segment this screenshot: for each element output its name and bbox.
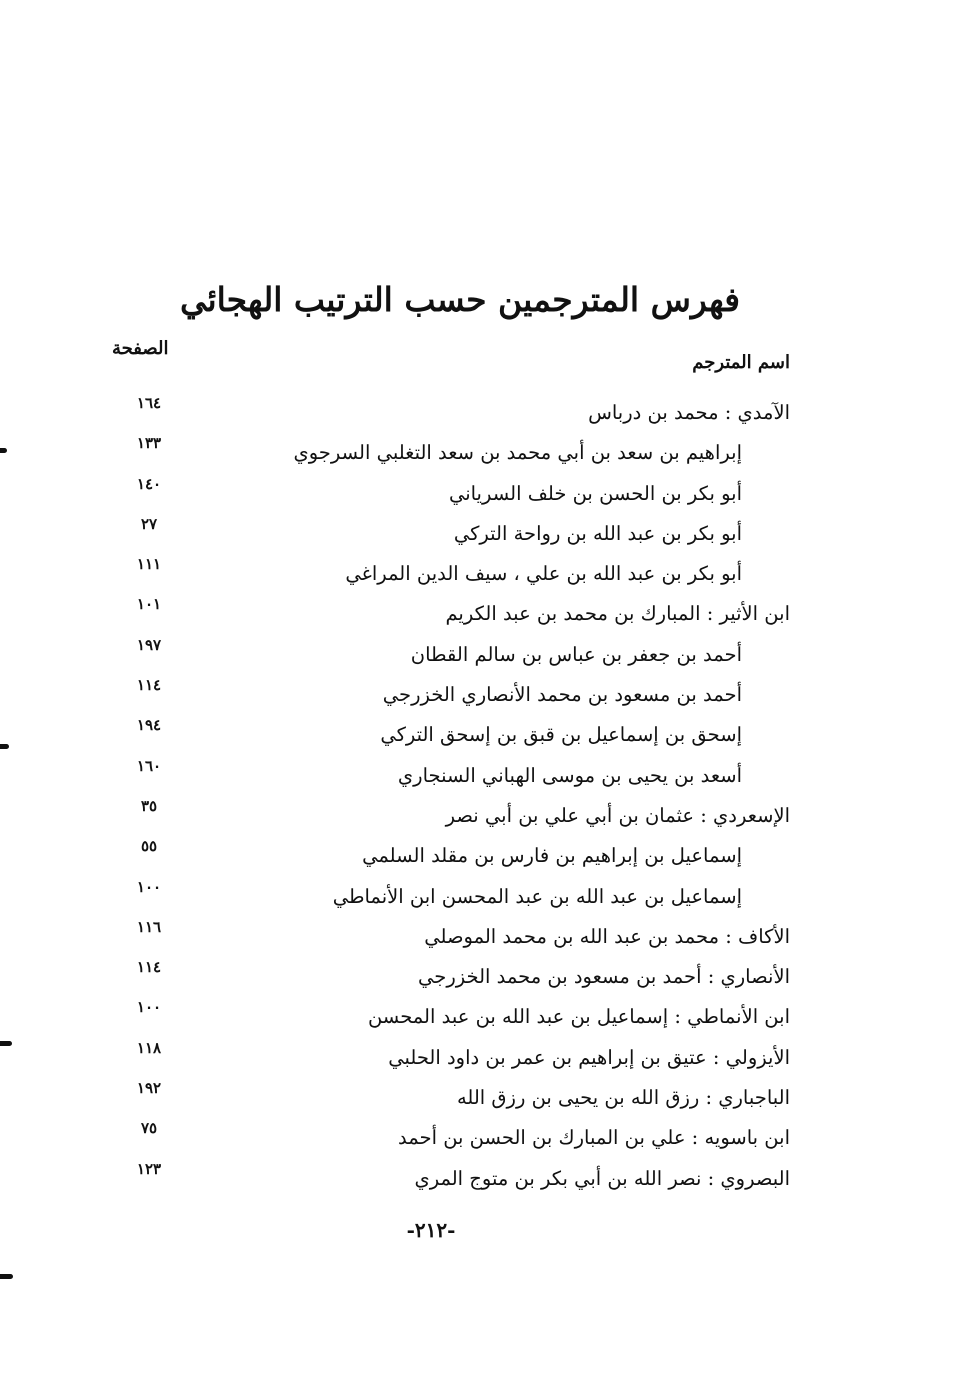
entry-name: الباجباري : رزق الله بن يحيى بن رزق الله bbox=[456, 1086, 790, 1110]
entry-name: ابن باسويه : علي بن المبارك بن الحسن بن أحمد bbox=[398, 1126, 790, 1150]
index-entry bbox=[100, 594, 790, 634]
entry-name: الآمدي : محمد بن درباس bbox=[588, 401, 790, 424]
entry-page-number: ١٩٤ bbox=[136, 716, 162, 735]
index-entry bbox=[100, 715, 790, 755]
entry-name: أحمد بن جعفر بن عباس بن سالم القطان bbox=[410, 642, 742, 666]
entry-name: إسحق بن إسماعيل بن قبق بن إسحق التركي bbox=[380, 723, 742, 747]
entry-page-number: ١٠٠ bbox=[136, 998, 162, 1017]
entry-name: أبو بكر بن عبد الله بن رواحة التركي bbox=[453, 521, 742, 545]
scan-edge-mark bbox=[0, 1274, 13, 1279]
entry-name: الأكاف : محمد بن عبد الله بن محمد الموصلي bbox=[424, 924, 790, 948]
entry-name: أسعد بن يحيى بن موسى الهباني السنجاري bbox=[397, 763, 742, 787]
scan-edge-mark bbox=[0, 1041, 12, 1046]
entry-page-number: ١٦٤ bbox=[136, 394, 162, 412]
entry-page-number: ٣٥ bbox=[140, 796, 158, 815]
index-entry bbox=[100, 675, 790, 715]
index-entry bbox=[100, 1078, 790, 1118]
entry-name: ابن الأنماطي : إسماعيل بن عبد الله بن عبد المحسن bbox=[367, 1005, 790, 1029]
index-entries-list bbox=[100, 393, 790, 1199]
entry-page-number: ١١٨ bbox=[136, 1038, 162, 1057]
entry-page-number: ١١٤ bbox=[136, 676, 162, 695]
index-entry bbox=[100, 433, 790, 473]
entry-page-number: ١٠١ bbox=[136, 595, 162, 614]
entry-page-number: ١٦٠ bbox=[136, 756, 162, 775]
index-entry bbox=[100, 1118, 790, 1158]
index-entry bbox=[100, 756, 790, 796]
entry-name: إبراهيم بن سعد بن أبي محمد بن سعد التغلبي السرجوي bbox=[293, 441, 742, 465]
scan-edge-mark bbox=[0, 448, 7, 453]
entry-page-number: ١١٤ bbox=[136, 958, 162, 977]
entry-name: الأنصاري : أحمد بن مسعود بن محمد الخزرجي bbox=[418, 965, 790, 989]
entry-name: أبو بكر بن الحسن بن خلف السرياني bbox=[448, 481, 742, 505]
translated-name-column-header: اسم المترجم bbox=[692, 352, 790, 373]
entry-name: الأيزولي : عتيق بن إبراهيم بن عمر بن داود الحلبي bbox=[388, 1045, 790, 1069]
index-entry bbox=[100, 1159, 790, 1199]
entry-name: أحمد بن مسعود بن محمد الأنصاري الخزرجي bbox=[382, 683, 742, 707]
scan-edge-mark bbox=[0, 744, 9, 749]
index-entry bbox=[100, 554, 790, 594]
index-entry bbox=[100, 514, 790, 554]
index-entry bbox=[100, 1038, 790, 1078]
page-number: -٢١٢- bbox=[406, 1218, 456, 1242]
entry-page-number: ١٠٠ bbox=[136, 877, 162, 896]
index-entry bbox=[100, 796, 790, 836]
entry-page-number: ٧٥ bbox=[140, 1119, 158, 1138]
index-entry bbox=[100, 393, 790, 433]
entry-name: أبو بكر بن عبد الله بن علي ، سيف الدين المراغي bbox=[345, 562, 742, 586]
page-title: فهرس المترجمين حسب الترتيب الهجائي bbox=[179, 280, 741, 319]
entry-page-number: ١٩٢ bbox=[136, 1079, 162, 1098]
index-entry bbox=[100, 997, 790, 1037]
entry-page-number: ١١٦ bbox=[136, 917, 162, 936]
entry-page-number: ١٣٣ bbox=[136, 434, 162, 453]
index-entry bbox=[100, 635, 790, 675]
entry-page-number: ١١١ bbox=[136, 555, 162, 574]
entry-page-number: ١٤٠ bbox=[136, 474, 162, 493]
index-entry bbox=[100, 917, 790, 957]
entry-name: الإسعردي : عثمان بن أبي علي بن أبي نصر bbox=[445, 803, 790, 827]
index-entry bbox=[100, 877, 790, 917]
index-entry bbox=[100, 474, 790, 514]
entry-name: إسماعيل بن عبد الله بن عبد المحسن ابن الأنماطي bbox=[332, 884, 742, 908]
entry-page-number: ١٩٧ bbox=[136, 635, 162, 654]
entry-page-number: ٢٧ bbox=[140, 514, 158, 533]
entry-name: ابن الأثير : المبارك بن محمد بن عبد الكريم bbox=[445, 602, 790, 626]
entry-name: إسماعيل بن إبراهيم بن فارس بن مقلد السلمي bbox=[362, 844, 742, 868]
page-column-header: الصفحة bbox=[112, 338, 169, 359]
index-entry bbox=[100, 836, 790, 876]
entry-page-number: ٥٥ bbox=[140, 837, 158, 856]
entry-name: البصروي : نصر الله بن أبي بكر بن متوج المري bbox=[414, 1166, 790, 1190]
entry-page-number: ١٢٣ bbox=[136, 1159, 162, 1178]
index-entry bbox=[100, 957, 790, 997]
